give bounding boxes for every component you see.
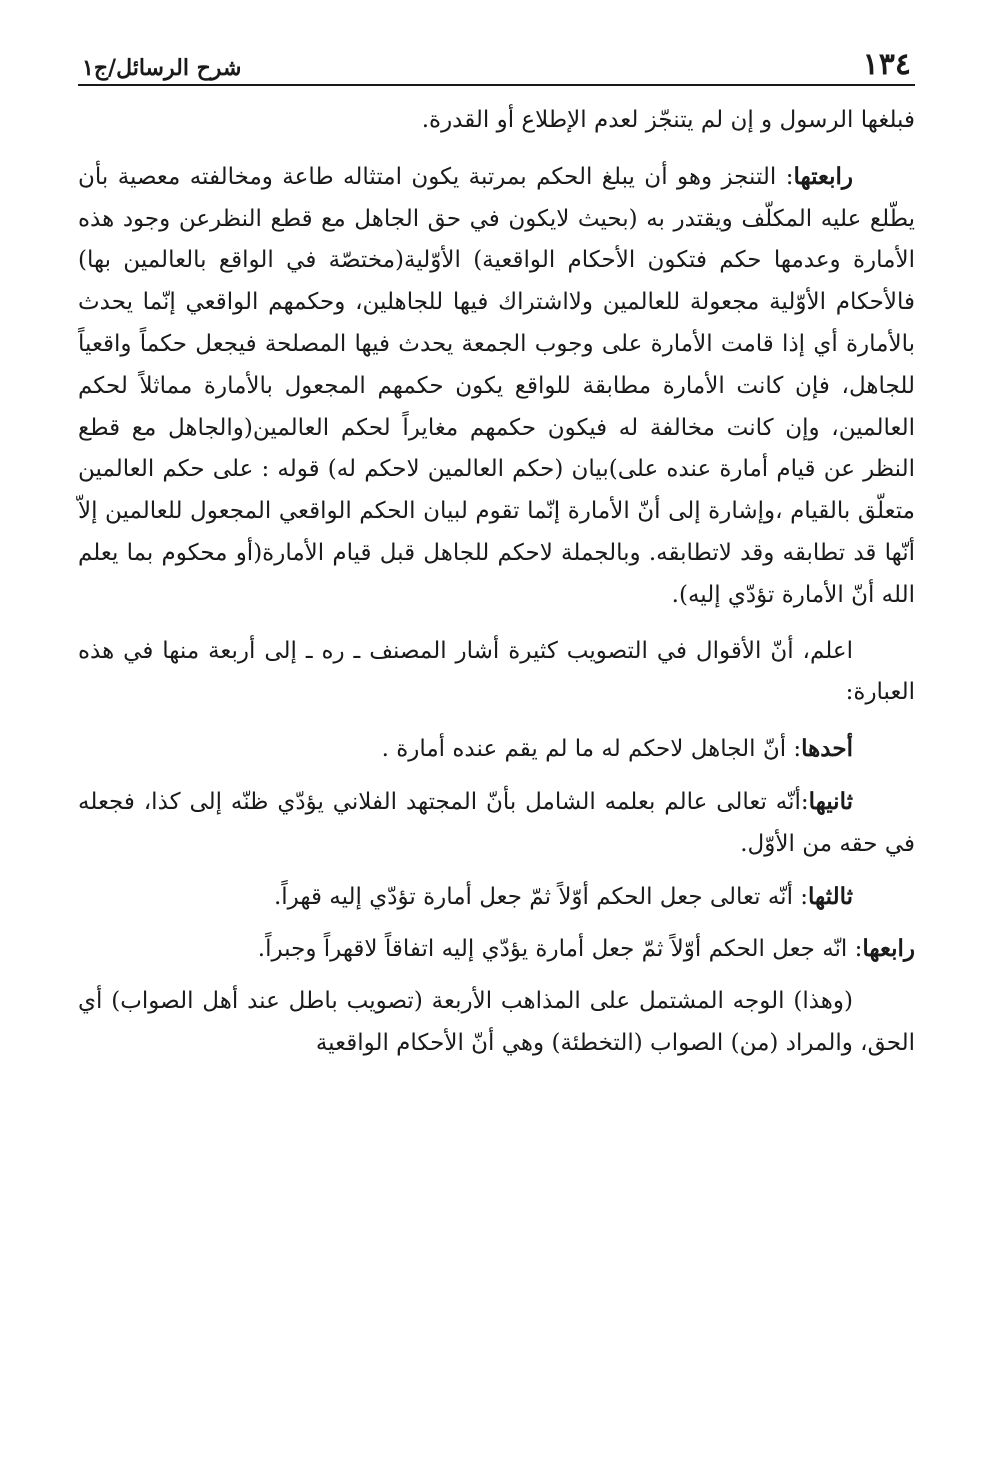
paragraph-text: (وهذا) الوجه المشتمل على المذاهب الأربعة (تصويب باطل عند أهل الصواب) أي الحق، والمراد (من) الصواب (التخطئة) وهي أنّ الأحكام الواقعية <box>78 988 915 1056</box>
paragraph-opinion-two <box>78 781 915 866</box>
paragraph-opinion-one <box>78 728 915 771</box>
paragraph-lead: أحدها <box>801 735 853 763</box>
paragraph-opinion-three <box>78 876 915 919</box>
paragraph-text: فبلغها الرسول و إن لم يتنجّز لعدم الإطلاع أو القدرة. <box>421 107 915 133</box>
paragraph-lead: ثالثها <box>808 882 853 910</box>
paragraph-text: :أنّه تعالى عالم بعلمه الشامل بأنّ المجتهد الفلاني يؤدّي ظنّه إلى كذا، فجعله في حقه من الأوّل. <box>78 788 915 857</box>
paragraph-continuation <box>78 100 915 142</box>
book-page <box>78 40 915 1440</box>
paragraph-opinion-four <box>78 928 915 971</box>
paragraph-lead: رابعها <box>862 935 915 963</box>
paragraph-fourth-stage <box>78 156 915 617</box>
paragraph-conclusion <box>78 981 915 1065</box>
page-header <box>78 40 915 86</box>
paragraph-lead: رابعتها <box>793 162 853 190</box>
body-text <box>78 100 915 1065</box>
paragraph-lead: ثانيها <box>808 787 853 815</box>
paragraph-text: اعلم، أنّ الأقوال في التصويب كثيرة أشار المصنف ـ ره ـ إلى أربعة منها في هذه العبارة: <box>78 637 915 706</box>
paragraph-text: : أنّ الجاهل لاحكم له ما لم يقم عنده أمارة . <box>381 736 802 763</box>
paragraph-intro-opinions <box>78 631 915 715</box>
paragraph-text: : التنجز وهو أن يبلغ الحكم بمرتبة يكون امتثاله طاعة ومخالفته معصية بأن يطّلع عليه المكلّف ويقتدر به (بحيث لايكون في حق الجاهل مع قطع النظرعن وجود هذه الأمارة وعدمها حكم فتكون الأحكام الواقعية) الأوّلية(مختصّة في الواقع بالعالمين بها) فالأحكام الأوّلية مجعولة للعالمين ولااشتراك فيها للجاهلين، وحكمهم الواقعي إنّما يحدث بالأمارة أي إذا قامت الأمارة على وجوب الجمعة يحدث فيها المصلحة فيجعل حكماً واقعياً للجاهل، فإن كانت الأمارة مطابقة للواقع يكون حكمهم المجعول بالأمارة مماثلاً لحكم العالمين، وإن كانت مخالفة له فيكون حكمهم مغايراً لحكم العالمين(والجاهل مع قطع النظر عن قيام أمارة عنده على)بيان (حكم العالمين لاحكم له) قوله : على حكم العالمين متعلّق بالقيام ،وإشارة إلى أنّ الأمارة إنّما تقوم لبيان الحكم الواقعي المجعول للعالمين إلاّ أنّها قد تطابقه وقد لاتطابقه. وبالجملة لاحكم للجاهل قبل قيام الأمارة(أو محكوم بما يعلم الله أنّ الأمارة تؤدّي إليه). <box>78 163 915 608</box>
paragraph-text: : أنّه تعالى جعل الحكم أوّلاً ثمّ جعل أمارة تؤدّي إليه قهراً. <box>273 883 809 910</box>
running-title: شرح الرسائل/ج١ <box>82 55 242 81</box>
paragraph-text: : انّه جعل الحكم أوّلاً ثمّ جعل أمارة يؤدّي إليه اتفاقاً لاقهراً وجبراً. <box>257 936 863 963</box>
page-number: ١٣٤ <box>862 47 911 82</box>
